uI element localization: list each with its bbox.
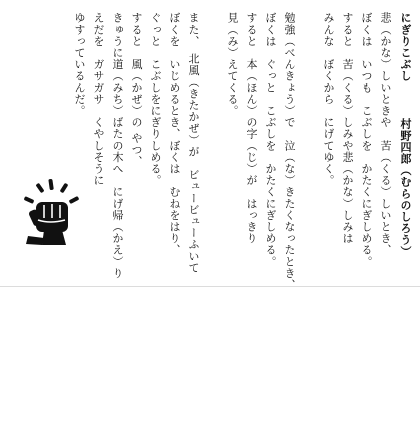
poem-line: また、 北風（きたかぜ）が ビュービューふいて: [187, 12, 200, 274]
poem-author: 村野四郎（むらのしろう）: [399, 118, 412, 258]
poem-line: ゆすっているんだ。: [73, 12, 86, 117]
poem-line: みんな ぼくから にげてゆく。: [322, 12, 335, 186]
poem-line: ぼくは ぐっと こぶしを かたくにぎしめる。: [264, 12, 277, 268]
poem-line: えだを ガサガサ くやしそうに: [92, 12, 105, 186]
poem-line: 悲（かな）しいときや 苦（くる）しいとき、: [379, 12, 392, 256]
poem-line: ぐっと こぶしをにぎりしめる。: [149, 12, 162, 186]
poem-line: 見（み）えてくる。: [226, 12, 239, 117]
poem-line: きゅうに道（みち）ばたの木へ にげ帰（かえ）り: [111, 12, 124, 279]
poem-line: 勉強（べんきょう）で 泣（な）きたくなったとき、: [283, 12, 296, 291]
poem-line: ぼくを いじめるとき、ぼくは むねをはり、: [168, 12, 181, 256]
raised-fist-icon: [22, 178, 82, 246]
poem-line: ぼくは いつも こぶしを かたくにぎしめる。: [360, 12, 373, 268]
poem-line: すると 風（かぜ）の やつ、: [130, 12, 143, 167]
poem-title: にぎりこぶし: [399, 12, 412, 82]
poem-line: すると 本（ほん）の字（じ）が はっきり: [245, 12, 258, 244]
poem-line: すると 苦（くる）しみや悲（かな）しみは: [341, 12, 354, 244]
